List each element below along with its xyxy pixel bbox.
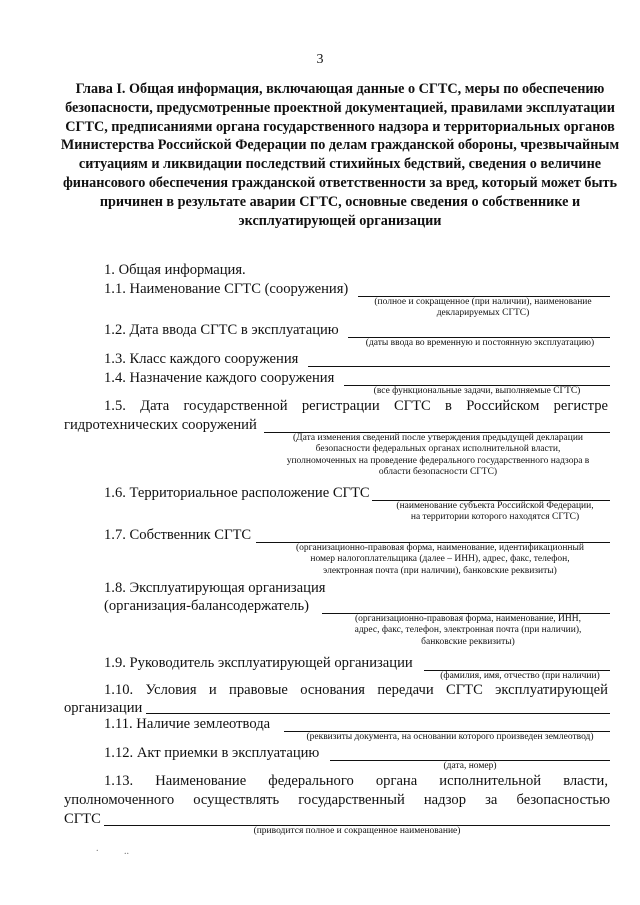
item-1-11-label: 1.11. Наличие землеотвода: [104, 716, 271, 732]
item-1-8-label-line-2: (организация-балансодержатель): [104, 598, 309, 614]
item-1-12-caption: (дата, номер): [443, 761, 497, 771]
item-1-10-line-1: 1.10. Условия и правовые основания передачи СГТС эксплуатирующей: [104, 682, 608, 698]
scan-speck: .: [96, 843, 99, 854]
item-1-9-label: 1.9. Руководитель эксплуатирующей организации: [104, 655, 413, 671]
item-1-8-caption: (организационно-правовая форма, наименование, ИНН, адрес, факс, телефон, электронная почта (при наличии), банковские реквизиты): [354, 614, 582, 647]
item-1-7-caption: (организационно-правовая форма, наименование, идентификационный номер налогоплательщика (далее – ИНН), адрес, факс, телефон, электронная почта (при наличии), банковские реквизиты): [296, 543, 584, 576]
item-1-10-field[interactable]: [146, 713, 610, 714]
item-1-11-caption: (реквизиты документа, на основании которого произведен землеотвод): [306, 732, 594, 742]
item-1-9-caption: (фамилия, имя, отчество (при наличии): [440, 671, 600, 681]
page-number: 3: [316, 52, 324, 67]
item-1-13-label-line-3: СГТС: [64, 811, 101, 827]
item-1-6-label: 1.6. Территориальное расположение СГТС: [104, 485, 370, 501]
item-1-6-caption: (наименование субъекта Российской Федерации, на территории которого находятся СГТС): [396, 501, 594, 523]
item-1-12-label: 1.12. Акт приемки в эксплуатацию: [104, 745, 320, 761]
item-1-2-caption: (даты ввода во временную и постоянную эксплуатацию): [365, 338, 595, 348]
item-1-4-label: 1.4. Назначение каждого сооружения: [104, 370, 335, 386]
item-1-7-label: 1.7. Собственник СГТС: [104, 527, 252, 543]
item-1-10-label-line-2: организации: [64, 700, 143, 716]
item-1-13-line-2: уполномоченного осуществлять государственный надзор за безопасностью: [64, 792, 610, 808]
item-1-13-caption: (приводится полное и сокращенное наименование): [253, 826, 461, 836]
item-1-4-caption: (все функциональные задачи, выполняемые СГТС): [373, 386, 581, 396]
item-1-13-line-1: 1.13. Наименование федерального органа исполнительной власти,: [104, 773, 608, 789]
item-1-3-field[interactable]: [308, 366, 610, 367]
item-1-1-label: 1.1. Наименование СГТС (сооружения): [104, 281, 349, 297]
item-1-5-label-line-2: гидротехнических сооружений: [64, 417, 257, 433]
item-1-1-caption: (полное и сокращенное (при наличии), наименование декларируемых СГТС): [374, 297, 592, 319]
chapter-title: Глава I. Общая информация, включающая данные о СГТС, меры по обеспечению безопасности, предусмотренные проектной документацией, правилами эксплуатации СГТС, предписаниями органа государственного надзора и территориальных органов Министерства Российской Федерации по делам гражданской обороны, чрезвычайным ситуациям и ликвидации последствий стихийных бедствий, сведения о величине финансового обеспечения гражданской ответственности за вред, который может быть причинен в результате аварии СГТС, основные сведения о собственнике и эксплуатирующей организации: [60, 81, 620, 229]
item-1-8-label: 1.8. Эксплуатирующая организация: [104, 580, 326, 596]
item-1-heading: 1. Общая информация.: [104, 262, 246, 278]
item-1-3-label: 1.3. Класс каждого сооружения: [104, 351, 299, 367]
item-1-2-label: 1.2. Дата ввода СГТС в эксплуатацию: [104, 322, 339, 338]
scan-speck: ..: [124, 846, 129, 857]
item-1-5-line-1: 1.5. Дата государственной регистрации СГТС в Российском регистре: [104, 398, 608, 414]
item-1-5-caption: (Дата изменения сведений после утверждения предыдущей декларации безопасности федеральных органах исполнительной власти, уполномоченных на проведение федерального государственного надзора в области безопасности СГТС): [286, 433, 590, 478]
